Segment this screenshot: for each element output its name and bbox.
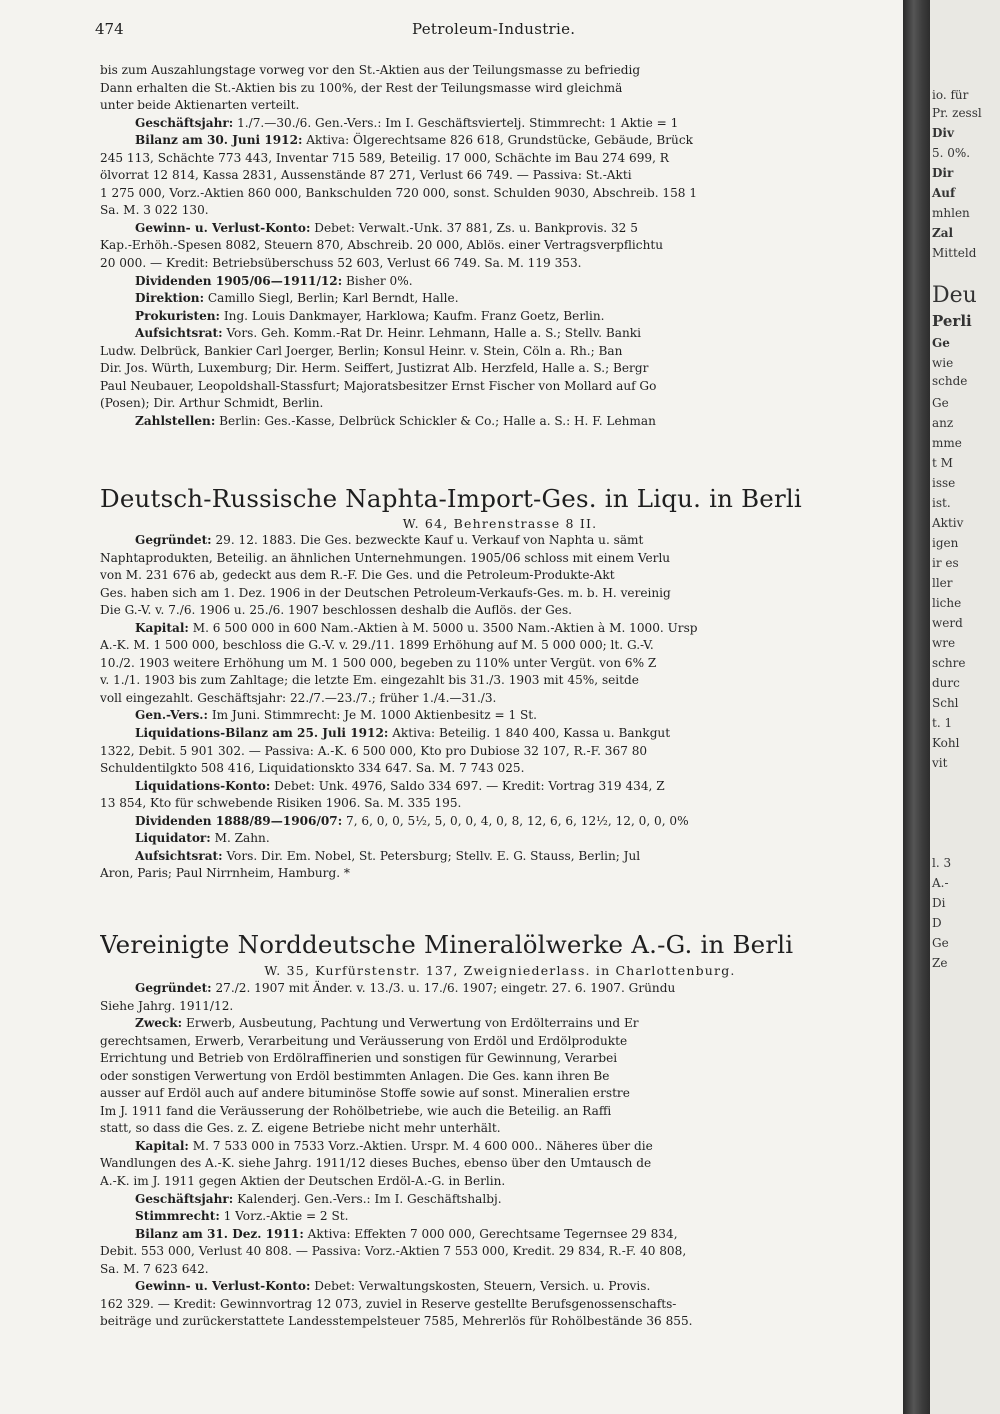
text-line: Gewinn- u. Verlust-Konto: Debet: Verwalt.-Unk. 37 881, Zs. u. Bankprovis. 32 5 bbox=[135, 220, 638, 235]
text-line: Gegründet: 27./2. 1907 mit Änder. v. 13./3. u. 17./6. 1907; eingetr. 27. 6. 1907. Gründu bbox=[135, 981, 676, 995]
text-line: Dividenden 1905/06—1911/12: Bisher 0%. bbox=[135, 273, 413, 288]
text-line: Dann erhalten die St.-Aktien bis zu 100%, der Rest der Teilungsmasse wird gleichmä bbox=[100, 80, 623, 95]
adjacent-page-text-fragment: mme bbox=[932, 436, 962, 450]
text-line: ölvorrat 12 814, Kassa 2831, Aussenstände 87 271, Verlust 66 749. — Passiva: St.-Akti bbox=[100, 168, 632, 183]
section-label: Bilanz am 31. Dez. 1911: bbox=[135, 1226, 304, 1241]
text-line: Geschäftsjahr: Kalenderj. Gen.-Vers.: Im I. Geschäftshalbj. bbox=[135, 1191, 502, 1206]
text-line: voll eingezahlt. Geschäftsjahr: 22./7.—23./7.; früher 1./4.—31./3. bbox=[100, 690, 497, 705]
adjacent-page-text-fragment: Ge bbox=[932, 396, 949, 410]
text-line: Gewinn- u. Verlust-Konto: Debet: Verwaltungskosten, Steuern, Versich. u. Provis. bbox=[135, 1279, 651, 1294]
adjacent-page-text-fragment: t. 1 bbox=[932, 716, 953, 730]
text-line: Liquidations-Bilanz am 25. Juli 1912: Aktiva: Beteilig. 1 840 400, Kassa u. Bankgut bbox=[135, 726, 671, 741]
adjacent-page-text-fragment: Schl bbox=[932, 696, 959, 710]
text-line: Kap.-Erhöh.-Spesen 8082, Steuern 870, Abschreib. 20 000, Ablös. einer Vertragsverpflichtu bbox=[100, 238, 664, 253]
adjacent-page-text-fragment: anz bbox=[932, 416, 954, 430]
section-label: Gegründet: bbox=[135, 981, 212, 995]
company-title: Vereinigte Norddeutsche Mineralölwerke A.-G. in Berli bbox=[100, 930, 794, 959]
text-line: 1 275 000, Vorz.-Aktien 860 000, Bankschulden 720 000, sonst. Schulden 9030, Abschreib. 158 1 bbox=[100, 185, 698, 200]
section-label: Geschäftsjahr: bbox=[135, 115, 234, 130]
text-line: Schuldentilgkto 508 416, Liquidationskto 334 647. Sa. M. 7 743 025. bbox=[100, 761, 525, 776]
text-line: Prokuristen: Ing. Louis Dankmayer, Harklowa; Kaufm. Franz Goetz, Berlin. bbox=[135, 308, 605, 323]
text-line: Kapital: M. 6 500 000 in 600 Nam.-Aktien à M. 5000 u. 3500 Nam.-Aktien à M. 1000. Ursp bbox=[135, 620, 698, 635]
section-label: Liquidations-Konto: bbox=[135, 778, 271, 793]
adjacent-page-text-fragment: Dir bbox=[932, 166, 954, 180]
text-line: (Posen); Dir. Arthur Schmidt, Berlin. bbox=[100, 396, 324, 411]
text-line: Im J. 1911 fand die Veräusserung der Rohölbetriebe, wie auch die Beteilig. an Raffi bbox=[100, 1103, 612, 1118]
section-label: Liquidations-Bilanz am 25. Juli 1912: bbox=[135, 726, 389, 741]
text-line: 162 329. — Kredit: Gewinnvortrag 12 073, zuviel in Reserve gestellte Berufsgenossenschafts- bbox=[100, 1296, 677, 1311]
adjacent-page-text-fragment: 5. 0%. bbox=[932, 146, 971, 160]
text-line: Bilanz am 30. Juni 1912: Aktiva: Ölgerechtsame 826 618, Grundstücke, Gebäude, Brück bbox=[135, 133, 693, 148]
text-line: beiträge und zurückerstattete Landesstempelsteuer 7585, Mehrerlös für Rohölbestände 36 855. bbox=[100, 1314, 693, 1329]
company-entry-body bbox=[100, 532, 900, 883]
text-line: Bilanz am 31. Dez. 1911: Aktiva: Effekten 7 000 000, Gerechtsame Tegernsee 29 834, bbox=[135, 1226, 678, 1241]
company-address: W. 35, Kurfürstenstr. 137, Zweigniederlass. in Charlottenburg. bbox=[264, 963, 736, 978]
adjacent-page-text-fragment: l. 3 bbox=[932, 856, 952, 870]
section-label: Bilanz am 30. Juni 1912: bbox=[135, 133, 303, 148]
section-label: Aufsichtsrat: bbox=[135, 848, 223, 863]
text-line: Sa. M. 3 022 130. bbox=[100, 203, 209, 218]
section-label: Prokuristen: bbox=[135, 308, 221, 323]
text-line: A.-K. im J. 1911 gegen Aktien der Deutschen Erdöl-A.-G. in Berlin. bbox=[100, 1174, 506, 1189]
text-line: unter beide Aktienarten verteilt. bbox=[100, 98, 300, 113]
adjacent-page-text-fragment: A.- bbox=[932, 876, 949, 890]
running-title: Petroleum-Industrie. bbox=[412, 20, 576, 38]
adjacent-page-text-fragment: Ge bbox=[932, 936, 949, 950]
text-line: Stimmrecht: 1 Vorz.-Aktie = 2 St. bbox=[135, 1209, 349, 1224]
adjacent-page-text-fragment: ist. bbox=[932, 496, 951, 510]
section-label: Gewinn- u. Verlust-Konto: bbox=[135, 220, 311, 235]
adjacent-page-text-fragment: schde bbox=[932, 374, 968, 388]
section-label: Zweck: bbox=[135, 1016, 183, 1031]
text-line: Wandlungen des A.-K. siehe Jahrg. 1911/12 dieses Buches, ebenso über den Umtausch de bbox=[100, 1156, 652, 1171]
text-line: Geschäftsjahr: 1./7.—30./6. Gen.-Vers.: Im I. Geschäftsviertelj. Stimmrecht: 1 Aktie = 1 bbox=[135, 115, 679, 130]
adjacent-page-text-fragment: Ze bbox=[932, 956, 948, 970]
text-line: Ges. haben sich am 1. Dez. 1906 in der Deutschen Petroleum-Verkaufs-Ges. m. b. H. vereinig bbox=[100, 585, 671, 600]
adjacent-page-text-fragment: mhlen bbox=[932, 206, 970, 220]
text-line: statt, so dass die Ges. z. Z. eigene Betriebe nicht mehr unterhält. bbox=[100, 1121, 501, 1136]
section-label: Kapital: bbox=[135, 620, 189, 635]
adjacent-page-text-fragment: wie bbox=[932, 356, 954, 370]
text-line: Kapital: M. 7 533 000 in 7533 Vorz.-Aktien. Urspr. M. 4 600 000.. Näheres über die bbox=[135, 1138, 653, 1153]
text-line: gerechtsamen, Erwerb, Verarbeitung und Veräusserung von Erdöl und Erdölprodukte bbox=[100, 1033, 628, 1048]
text-line: Debit. 553 000, Verlust 40 808. — Passiva: Vorz.-Aktien 7 553 000, Kredit. 29 834, R.-F. 40 808, bbox=[100, 1244, 687, 1259]
section-label: Gegründet: bbox=[135, 533, 212, 547]
text-line: 10./2. 1903 weitere Erhöhung um M. 1 500 000, begeben zu 110% unter Vergüt. von 6% Z bbox=[100, 655, 657, 670]
text-line: Direktion: Camillo Siegl, Berlin; Karl Berndt, Halle. bbox=[135, 291, 459, 306]
adjacent-page-text-fragment: ller bbox=[932, 576, 953, 590]
company-title: Deutsch-Russische Naphta-Import-Ges. in Liqu. in Berli bbox=[100, 484, 802, 513]
adjacent-page-text-fragment: Auf bbox=[932, 186, 956, 200]
text-line: Naphtaprodukten, Beteilig. an ähnlichen Unternehmungen. 1905/06 schloss mit einem Verlu bbox=[100, 550, 671, 565]
text-line: Aron, Paris; Paul Nirrnheim, Hamburg. * bbox=[100, 866, 350, 881]
text-line: 245 113, Schächte 773 443, Inventar 715 589, Beteilig. 17 000, Schächte im Bau 274 699, R bbox=[100, 150, 669, 165]
text-line: ausser auf Erdöl auch auf andere bituminöse Stoffe sowie auf sonst. Mineralien erstre bbox=[100, 1086, 630, 1101]
section-label: Aufsichtsrat: bbox=[135, 326, 223, 341]
text-line: Dividenden 1888/89—1906/07: 7, 6, 0, 0, 5½, 5, 0, 0, 4, 0, 8, 12, 6, 6, 12½, 12, 0, 0, 0% bbox=[135, 813, 689, 828]
text-line: Zahlstellen: Berlin: Ges.-Kasse, Delbrück Schickler & Co.; Halle a. S.: H. F. Lehman bbox=[135, 413, 656, 428]
text-line: Errichtung und Betrieb von Erdölraffinerien und sonstigen für Gewinnung, Verarbei bbox=[100, 1051, 618, 1066]
page-number: 474 bbox=[95, 20, 124, 38]
adjacent-page-text-fragment: vit bbox=[932, 756, 948, 770]
section-label: Dividenden 1888/89—1906/07: bbox=[135, 813, 343, 828]
section-label: Geschäftsjahr: bbox=[135, 1191, 234, 1206]
text-line: 13 854, Kto für schwebende Risiken 1906. Sa. M. 335 195. bbox=[100, 796, 462, 811]
text-line: von M. 231 676 ab, gedeckt aus dem R.-F. Die Ges. und die Petroleum-Produkte-Akt bbox=[100, 568, 615, 583]
text-line: Paul Neubauer, Leopoldshall-Stassfurt; Majoratsbesitzer Ernst Fischer von Mollard auf Go bbox=[100, 378, 657, 393]
section-label: Gen.-Vers.: bbox=[135, 708, 208, 723]
adjacent-page-text-fragment: Perli bbox=[932, 312, 972, 330]
adjacent-page-text-fragment: Ge bbox=[932, 336, 950, 350]
text-line: Dir. Jos. Würth, Luxemburg; Dir. Herm. Seiffert, Justizrat Alb. Herzfeld, Halle a. S.; Bergr bbox=[100, 361, 649, 376]
text-line: Sa. M. 7 623 642. bbox=[100, 1261, 209, 1276]
company-entry-body bbox=[100, 980, 900, 1331]
adjacent-page-text-fragment: werd bbox=[932, 616, 963, 630]
section-label: Stimmrecht: bbox=[135, 1209, 220, 1224]
text-line: Aufsichtsrat: Vors. Geh. Komm.-Rat Dr. Heinr. Lehmann, Halle a. S.; Stellv. Banki bbox=[135, 326, 641, 341]
text-line: Siehe Jahrg. 1911/12. bbox=[100, 998, 234, 1013]
adjacent-page-text-fragment: liche bbox=[932, 596, 962, 610]
text-line: bis zum Auszahlungstage vorweg vor den St.-Aktien aus der Teilungsmasse zu befriedig bbox=[100, 63, 641, 77]
section-label: Kapital: bbox=[135, 1138, 189, 1153]
text-line: Ludw. Delbrück, Bankier Carl Joerger, Berlin; Konsul Heinr. v. Stein, Cöln a. Rh.; Ban bbox=[100, 343, 623, 358]
adjacent-page-text-fragment: ir es bbox=[932, 556, 959, 570]
adjacent-page-text-fragment: Mitteld bbox=[932, 246, 977, 260]
section-label: Gewinn- u. Verlust-Konto: bbox=[135, 1279, 311, 1294]
adjacent-page-text-fragment: igen bbox=[932, 536, 959, 550]
text-line: Gegründet: 29. 12. 1883. Die Ges. bezweckte Kauf u. Verkauf von Naphta u. sämt bbox=[135, 533, 644, 547]
text-line: Aufsichtsrat: Vors. Dir. Em. Nobel, St. Petersburg; Stellv. E. G. Stauss, Berlin; Jul bbox=[135, 848, 641, 863]
adjacent-page-text-fragment: Kohl bbox=[932, 736, 960, 750]
adjacent-page-text-fragment: io. für bbox=[932, 88, 969, 102]
adjacent-page-text-fragment: wre bbox=[932, 636, 956, 650]
adjacent-page-edge bbox=[930, 0, 1000, 1414]
text-line: oder sonstigen Verwertung von Erdöl bestimmten Anlagen. Die Ges. kann ihren Be bbox=[100, 1068, 610, 1083]
page-header bbox=[95, 20, 895, 42]
section-label: Direktion: bbox=[135, 291, 205, 306]
adjacent-page-text-fragment: isse bbox=[932, 476, 956, 490]
text-line: Liquidator: M. Zahn. bbox=[135, 831, 270, 846]
text-line: Zweck: Erwerb, Ausbeutung, Pachtung und Verwertung von Erdölterrains und Er bbox=[135, 1016, 639, 1031]
text-line: Liquidations-Konto: Debet: Unk. 4976, Saldo 334 697. — Kredit: Vortrag 319 434, Z bbox=[135, 778, 665, 793]
adjacent-page-text-fragment: t M bbox=[932, 456, 953, 470]
text-line: v. 1./1. 1903 bis zum Zahltage; die letzte Em. eingezahlt bis 31./3. 1903 mit 45%, seitde bbox=[100, 673, 639, 688]
text-line: A.-K. M. 1 500 000, beschloss die G.-V. v. 29./11. 1899 Erhöhung auf M. 5 000 000; lt. G.-V. bbox=[100, 638, 654, 653]
adjacent-page-text-fragment: D bbox=[932, 916, 942, 930]
adjacent-page-text-fragment: Pr. zessl bbox=[932, 106, 982, 120]
text-line: Gen.-Vers.: Im Juni. Stimmrecht: Je M. 1000 Aktienbesitz = 1 St. bbox=[135, 708, 537, 723]
section-label: Liquidator: bbox=[135, 831, 211, 846]
section-label: Zahlstellen: bbox=[135, 413, 216, 428]
adjacent-page-text-fragment: Aktiv bbox=[932, 516, 964, 530]
adjacent-page-text-fragment: Deu bbox=[932, 283, 977, 308]
company-address: W. 64, Behrenstrasse 8 II. bbox=[402, 516, 598, 531]
adjacent-page-text-fragment: Di bbox=[932, 896, 946, 910]
text-line: Die G.-V. v. 7./6. 1906 u. 25./6. 1907 beschlossen deshalb die Auflös. der Ges. bbox=[100, 603, 572, 618]
adjacent-page-text-fragment: Div bbox=[932, 126, 954, 140]
text-line: 1322, Debit. 5 901 302. — Passiva: A.-K. 6 500 000, Kto pro Dubiose 32 107, R.-F. 367 80 bbox=[100, 743, 648, 758]
previous-entry-continuation bbox=[100, 62, 900, 430]
adjacent-page-text-fragment: schre bbox=[932, 656, 966, 670]
adjacent-page-text-fragment: Zal bbox=[932, 226, 954, 240]
section-label: Dividenden 1905/06—1911/12: bbox=[135, 273, 343, 288]
text-line: 20 000. — Kredit: Betriebsüberschuss 52 603, Verlust 66 749. Sa. M. 119 353. bbox=[100, 256, 582, 271]
adjacent-page-text-fragment: durc bbox=[932, 676, 960, 690]
